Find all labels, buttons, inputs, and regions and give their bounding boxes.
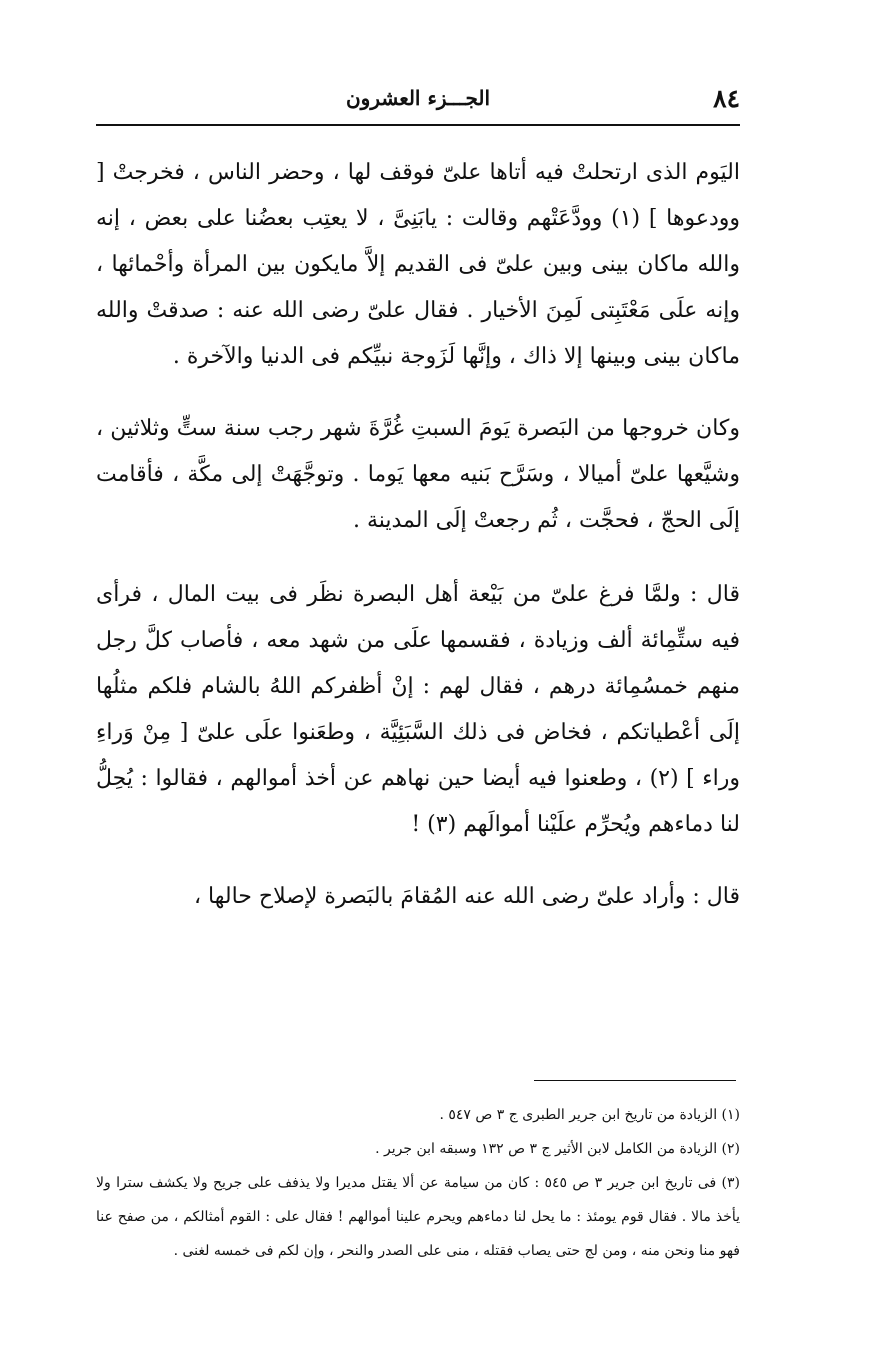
footnote-3: (٣) فى تاريخ ابن جرير ٣ ص ٥٤٥ : كان من سيامة عن ألا يقتل مديرا ولا يذفف على جريح ولا يكشف سترا ولا يأخذ مالا . فقال قوم يومئذ : ما يحل لنا دماءهم ويحرم علينا أموالهم ! فقال على : القوم أمثالكم ، من صفح عنا فهو منا ونحن منه ، ومن لج حتى يصاب فقتله ، منى على الصدر والنحر ، وإن لكم فى خمسه لغنى .: [96, 1175, 740, 1259]
paragraph-1: اليَوم الذى ارتحلتْ فيه أتاها علىّ فوقف لها ، وحضر الناس ، فخرجتْ [ وودعوها ] (١) وودَّعَتْهم وقالت : يابَنِىَّ ، لا يعتِب بعضُنا على بعض ، إنه والله ماكان بينى وبين علىّ فى القديم إلاَّ مايكون بين المرأة وأحْمائها ، وإنه علَى مَعْتَبِتى لَمِنَ الأخيار . فقال علىّ رضى الله عنه : صدقتْ والله ماكان بينى وبينها إلا ذاك ، وإنَّها لَزَوجة نبيِّكم فى الدنيا والآخرة .: [96, 160, 740, 369]
paragraph-spacer: [96, 848, 740, 874]
footnote-divider: [534, 1080, 736, 1081]
paragraph-2: وكان خروجها من البَصرة يَومَ السبتِ غُرَّةَ شهر رجب سنة ستٍّ وثلاثين ، وشيَّعها علىّ أميالا ، وسَرَّح بَنيه معها يَوما . وتوجَّهَتْ إلى مكَّة ، فأقامت إلَى الحجّ ، فحجَّت ، ثُم رجعتْ إلَى المدينة .: [96, 416, 740, 533]
footnotes: [96, 1098, 740, 1268]
page-header: [96, 80, 740, 120]
paragraph-4: قال : وأراد علىّ رضى الله عنه المُقامَ بالبَصرة لإصلاح حالها ،: [193, 884, 740, 909]
main-text: [96, 150, 740, 920]
page-number: ٨٤: [713, 84, 740, 113]
footnote-1: (١) الزيادة من تاريخ ابن جرير الطبرى ج ٣ ص ٥٤٧ .: [439, 1107, 740, 1123]
paragraph-3: قال : ولمَّا فرغ علىّ من بَيْعة أهل البصرة نظَر فى بيت المال ، فرأى فيه ستِّمِائة ألف وزيادة ، فقسمها علَى من شهد معه ، فأصاب كلَّ رجل منهم خمسُمِائة درهم ، فقال لهم : إنْ أظفركم اللهُ بالشام فلكم مثلُها إلَى أعْطياتكم ، فخاض فى ذلك السَّبَئِيَّة ، وطعَنوا علَى علىّ [ مِنْ وَراءِ وراء ] (٢) ، وطعنوا فيه أيضا حين نهاهم عن أخذ أموالهم ، فقالوا : يُحِلُّ لنا دماءهم ويُحرِّم علَيْنا أموالَهم (٣) !: [96, 582, 740, 837]
header-divider: [96, 124, 740, 126]
paragraph-spacer: [96, 544, 740, 572]
footnote-2: (٢) الزيادة من الكامل لابن الأثير ج ٣ ص ١٣٢ وسبقه ابن جرير .: [375, 1141, 740, 1157]
running-title: الجـــزء العشرون: [345, 86, 491, 110]
paragraph-spacer: [96, 380, 740, 406]
